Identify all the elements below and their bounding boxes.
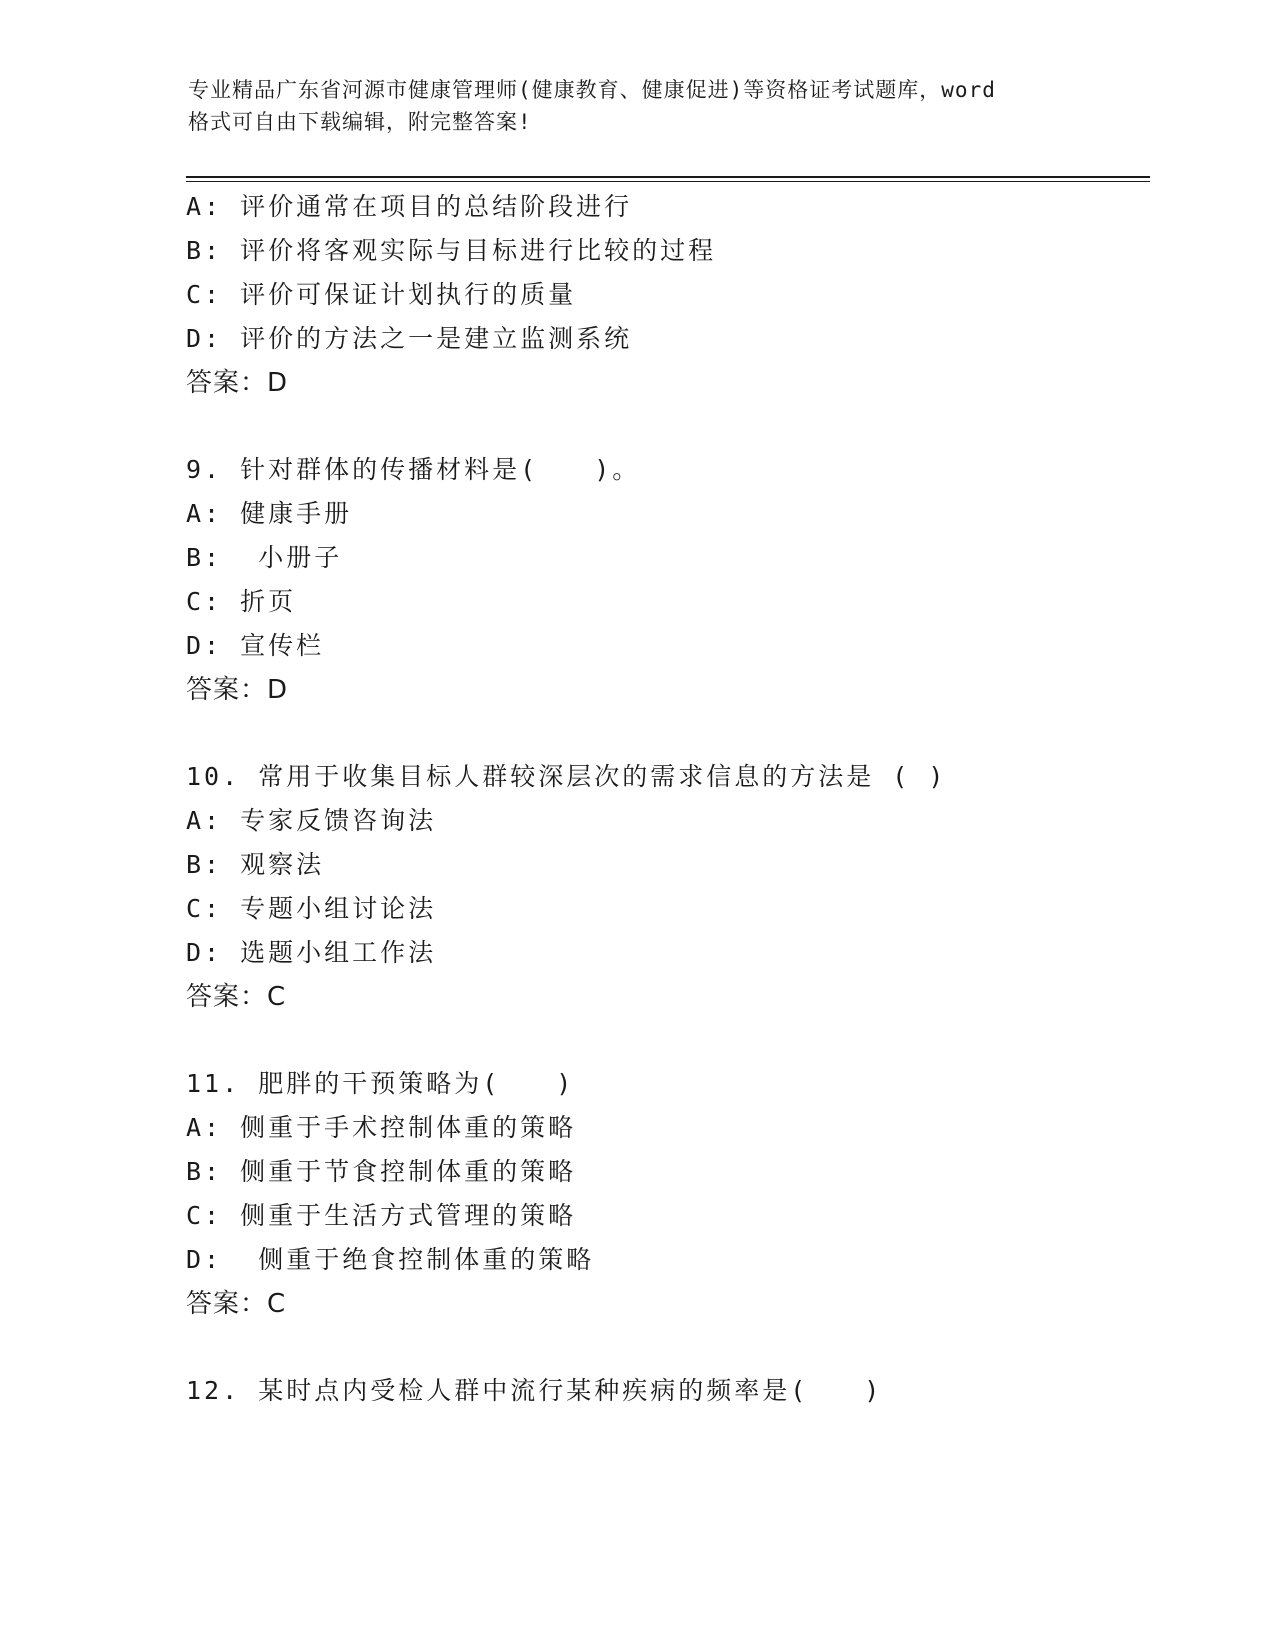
- q10-option-d: D: 选题小组工作法: [186, 938, 437, 967]
- q11-option-a: A: 侧重于手术控制体重的策略: [186, 1113, 577, 1142]
- header-divider-thin: [186, 181, 1150, 182]
- q10-option-a: A: 专家反馈咨询法: [186, 806, 437, 835]
- q9-option-d: D: 宣传栏: [186, 631, 325, 660]
- q8-option-b: B: 评价将客观实际与目标进行比较的过程: [186, 236, 717, 265]
- q10-answer: 答案：C: [186, 982, 287, 1012]
- q9-option-a: A: 健康手册: [186, 499, 353, 528]
- q11-option-c: C: 侧重于生活方式管理的策略: [186, 1201, 577, 1230]
- header-line-1: 专业精品广东省河源市健康管理师(健康教育、健康促进)等资格证考试题库，word: [188, 78, 996, 102]
- q10-question: 10. 常用于收集目标人群较深层次的需求信息的方法是 ( ): [186, 762, 947, 791]
- q11-option-d: D: 侧重于绝食控制体重的策略: [186, 1245, 595, 1274]
- q8-option-d: D: 评价的方法之一是建立监测系统: [186, 324, 633, 353]
- q8-option-c: C: 评价可保证计划执行的质量: [186, 280, 577, 309]
- document-header: [188, 74, 1088, 138]
- q9-option-c: C: 折页: [186, 587, 297, 616]
- q8-answer: 答案：D: [186, 368, 289, 398]
- header-divider-thick: [186, 176, 1150, 178]
- q11-answer: 答案：C: [186, 1289, 287, 1319]
- q10-option-b: B: 观察法: [186, 850, 325, 879]
- q9-option-b: B: 小册子: [186, 543, 343, 572]
- q8-option-a: A: 评价通常在项目的总结阶段进行: [186, 192, 633, 221]
- q12-question: 12. 某时点内受检人群中流行某种疾病的频率是( ): [186, 1376, 883, 1405]
- q10-option-c: C: 专题小组讨论法: [186, 894, 437, 923]
- q11-question: 11. 肥胖的干预策略为( ): [186, 1069, 575, 1098]
- q9-answer: 答案：D: [186, 675, 289, 705]
- header-line-2: 格式可自由下载编辑，附完整答案!: [188, 110, 532, 134]
- q11-option-b: B: 侧重于节食控制体重的策略: [186, 1157, 577, 1186]
- q9-question: 9. 针对群体的传播材料是( )。: [186, 455, 641, 484]
